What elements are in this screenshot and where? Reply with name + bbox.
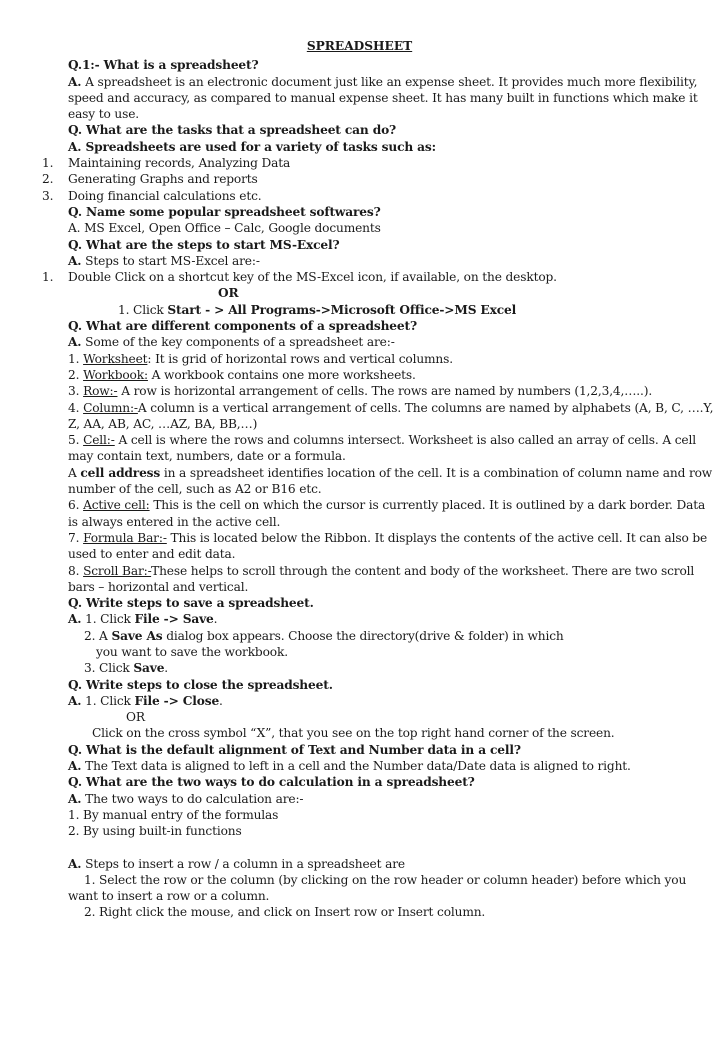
answer-text: A spreadsheet is an electronic document just like an expense sheet. It provides much more flexibility, [81,74,698,89]
component-cell-cont: may contain text, numbers, date or a formula. [68,449,346,464]
question-9: Q. What are the two ways to do calculation in a spreadsheet? [68,775,475,790]
answer-text: The Text data is aligned to left in a cell and the Number data/Date data is aligned to right. [81,759,631,774]
list-text: Maintaining records, Analyzing Data [68,156,291,171]
insert-step-1-cont: want to insert a row or a column. [68,889,270,904]
list-item [0,269,719,285]
list-number: 7. [68,530,84,545]
note-prefix: A [68,465,81,480]
component-row [0,383,719,399]
answer-text: Some of the key components of a spreadsheet are:- [81,335,395,350]
answer-marker: A. [68,253,82,268]
list-text: Double Click on a shortcut key of the MS-Excel icon, if available, on the desktop. [68,270,557,285]
step-text: 2. A [84,628,112,643]
list-number: 1. [42,270,54,285]
close-step-alt: Click on the cross symbol “X”, that you see on the top right hand corner of the screen. [92,726,615,741]
question-3: Q. Name some popular spreadsheet softwares? [68,204,381,219]
answer-3: A. MS Excel, Open Office – Calc, Google documents [68,221,381,236]
answer-2: A. Spreadsheets are used for a variety of tasks such as: [68,139,436,154]
cell-address-note [0,465,719,481]
answer-marker: A. [68,693,82,708]
term: Worksheet [83,351,148,366]
answer-text: The two ways to do calculation are:- [81,791,304,806]
answer-marker: A. [68,759,82,774]
component-active-cell [0,497,719,513]
question-2: Q. What are the tasks that a spreadsheet can do? [68,123,397,138]
list-item [0,188,719,204]
definition: : It is grid of horizontal rows and vertical columns. [147,351,453,366]
answer-8 [0,758,719,774]
component-formula-bar [0,530,719,546]
component-formula-bar-cont: used to enter and edit data. [68,547,236,562]
question-8: Q. What is the default alignment of Text and Number data in a cell? [68,742,521,757]
definition: in a spreadsheet identifies location of the cell. It is a combination of column name and row [160,465,713,480]
list-item [0,302,719,318]
term: Active cell: [83,498,150,513]
term: cell address [80,465,161,480]
question-7: Q. Write steps to close the spreadsheet. [68,677,333,692]
answer-marker: A. [68,335,82,350]
list-item [0,171,719,187]
list-number: 1. [42,156,54,171]
list-number: 8. [68,563,84,578]
answer-10 [0,856,719,872]
term: Formula Bar:- [83,530,167,545]
answer-marker: A. [68,856,82,871]
definition: These helps to scroll through the content and body of the worksheet. There are two scroll [151,563,695,578]
list-number: 4. [68,400,84,415]
cell-address-note-cont: number of the cell, such as A2 or B16 etc. [68,482,322,497]
button-name: Save [133,661,165,676]
answer-text: Steps to insert a row / a column in a spreadsheet are [81,856,405,871]
definition: A column is a vertical arrangement of cells. The columns are named by alphabets (A, B, C, ….Y, [137,400,714,415]
page-title: SPREADSHEET [306,39,413,53]
answer-marker: A. [68,612,82,627]
step-text: . [213,612,218,627]
question-5: Q. What are different components of a spreadsheet? [68,319,417,334]
spacer [0,840,719,856]
list-number: 1. [68,351,84,366]
question-1: Q.1:- What is a spreadsheet? [68,58,259,73]
answer-5 [0,334,719,350]
insert-step-2: 2. Right click the mouse, and click on Insert row or Insert column. [84,905,486,920]
definition: A cell is where the rows and columns intersect. Worksheet is also called an array of cells. A cell [114,433,696,448]
question-4: Q. What are the steps to start MS-Excel? [68,237,340,252]
term: Workbook: [83,367,148,382]
save-step-2 [0,628,719,644]
component-scroll-bar [0,563,719,579]
list-number: 2. [68,367,84,382]
step-text: dialog box appears. Choose the directory(drive & folder) in which [162,628,564,643]
list-item: 2. By using built-in functions [68,824,242,839]
menu-path: File -> Close [134,693,220,708]
component-scroll-bar-cont: bars – horizontal and vertical. [68,579,249,594]
component-column [0,400,719,416]
close-step-1 [0,693,719,709]
step-text: . [219,693,223,708]
list-number: 6. [68,498,84,513]
term: Cell:- [83,433,115,448]
component-active-cell-cont: is always entered in the active cell. [68,514,281,529]
answer-1-line-3: easy to use. [68,107,139,122]
save-step-1 [0,611,719,627]
list-text: Doing financial calculations etc. [68,188,262,203]
answer-9 [0,791,719,807]
save-step-3 [0,660,719,676]
menu-path: File -> Save [134,612,214,627]
answer-marker: A. [68,791,82,806]
component-column-cont: Z, AA, AB, AC, …AZ, BA, BB,…) [68,416,258,431]
step-text: 1. Click [81,693,135,708]
step-text: . [164,661,169,676]
menu-path: Start - > All Programs->Microsoft Office->MS Excel [167,302,517,317]
definition: This is the cell on which the cursor is currently placed. It is outlined by a dark border. Data [149,498,706,513]
or-separator: OR [218,286,239,301]
list-number: 3. [42,188,54,203]
document-page [0,38,719,921]
list-number: 3. [68,384,84,399]
list-number: 5. [68,433,84,448]
answer-1-line-2: speed and accuracy, as compared to manual expense sheet. It has many built in functions which make it [68,90,698,105]
save-step-2-cont: you want to save the workbook. [96,644,288,659]
answer-text: Steps to start MS-Excel are:- [81,253,260,268]
question-6: Q. Write steps to save a spreadsheet. [68,596,314,611]
insert-step-1: 1. Select the row or the column (by clicking on the row header or column header) before which you [84,872,687,887]
answer-4 [0,253,719,269]
step-text: 3. Click [84,661,134,676]
component-cell [0,432,719,448]
list-item [0,155,719,171]
list-text: 1. Click [118,302,168,317]
term: Scroll Bar:- [83,563,152,578]
dialog-name: Save As [111,628,163,643]
list-number: 2. [42,172,54,187]
list-item: 1. By manual entry of the formulas [68,807,279,822]
answer-marker: A. [68,74,82,89]
answer-1 [0,74,719,90]
term: Row:- [83,384,118,399]
component-worksheet [0,351,719,367]
or-separator: OR [126,710,145,725]
definition: A workbook contains one more worksheets. [147,367,416,382]
step-text: 1. Click [81,612,135,627]
term: Column:- [83,400,138,415]
component-workbook [0,367,719,383]
definition: This is located below the Ribbon. It displays the contents of the active cell. It can also be [166,530,708,545]
list-text: Generating Graphs and reports [68,172,258,187]
definition: A row is horizontal arrangement of cells. The rows are named by numbers (1,2,3,4,…..). [117,384,653,399]
